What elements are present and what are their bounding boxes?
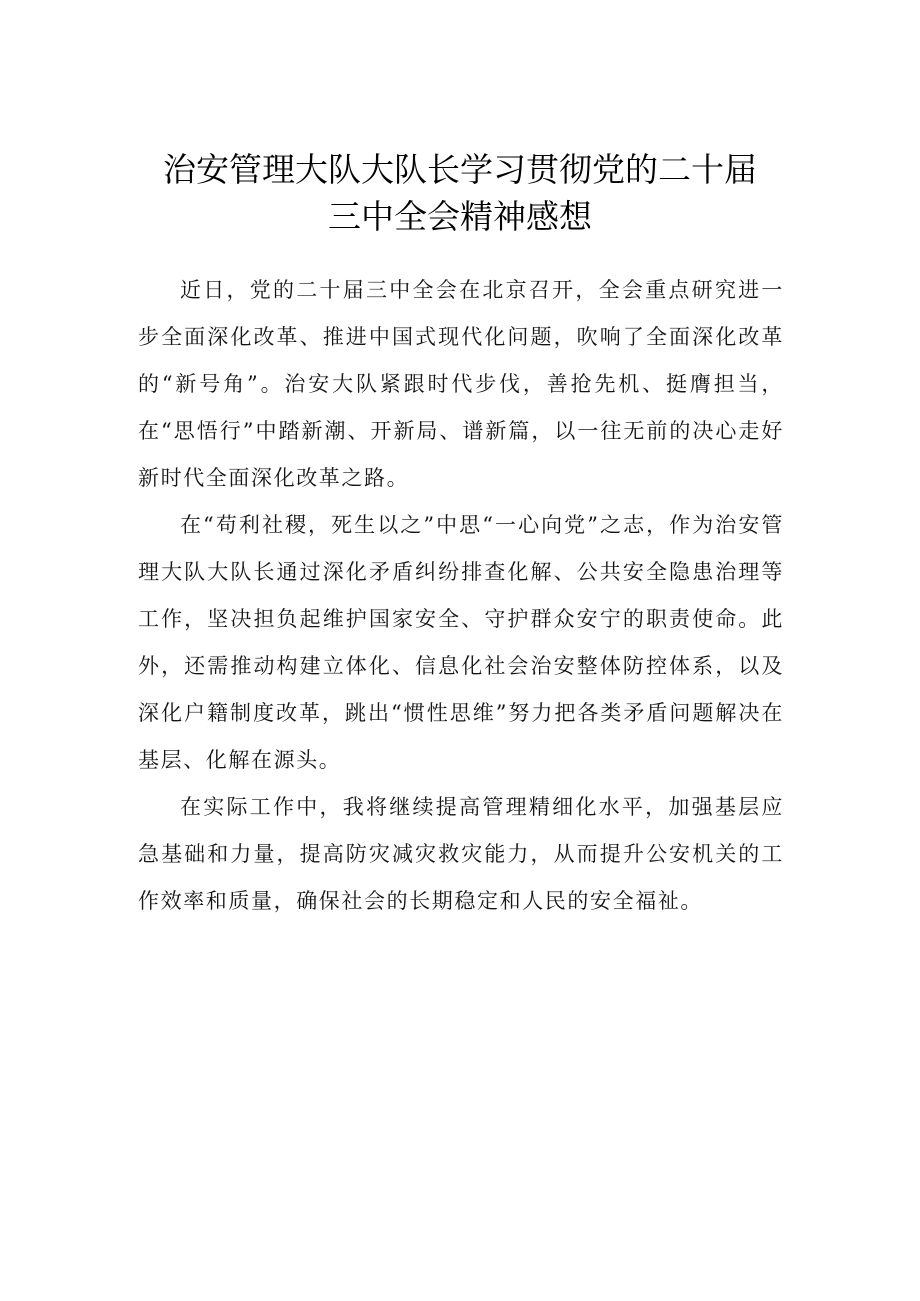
paragraph-1: 近日，党的二十届三中全会在北京召开，全会重点研究进一步全面深化改革、推进中国式现代化问题，吹响了全面深化改革的“新号角”。治安大队紧跟时代步伐，善抢先机、挺膺担当，在“思悟行”中踏新潮、开新局、谱新篇，以一往无前的决心走好新时代全面深化改革之路。 — [138, 278, 784, 490]
paragraph-3: 在实际工作中，我将继续提高管理精细化水平，加强基层应急基础和力量，提高防灾减灾救灾能力，从而提升公安机关的工作效率和质量，确保社会的长期稳定和人民的安全福祉。 — [138, 795, 784, 913]
title-line-1: 治安管理大队大队长学习贯彻党的二十届 — [163, 150, 757, 189]
paragraph-2: 在“苟利社稷，死生以之”中思“一心向党”之志，作为治安管理大队大队长通过深化矛盾纠纷排查化解、公共安全隐患治理等工作，坚决担负起维护国家安全、守护群众安宁的职责使命。此外，还需推动构建立体化、信息化社会治安整体防控体系，以及深化户籍制度改革，跳出“惯性思维”努力把各类矛盾问题解决在基层、化解在源头。 — [138, 513, 784, 772]
document-title — [100, 146, 820, 240]
document-body — [138, 267, 784, 925]
title-line-2: 三中全会精神感想 — [328, 197, 592, 236]
